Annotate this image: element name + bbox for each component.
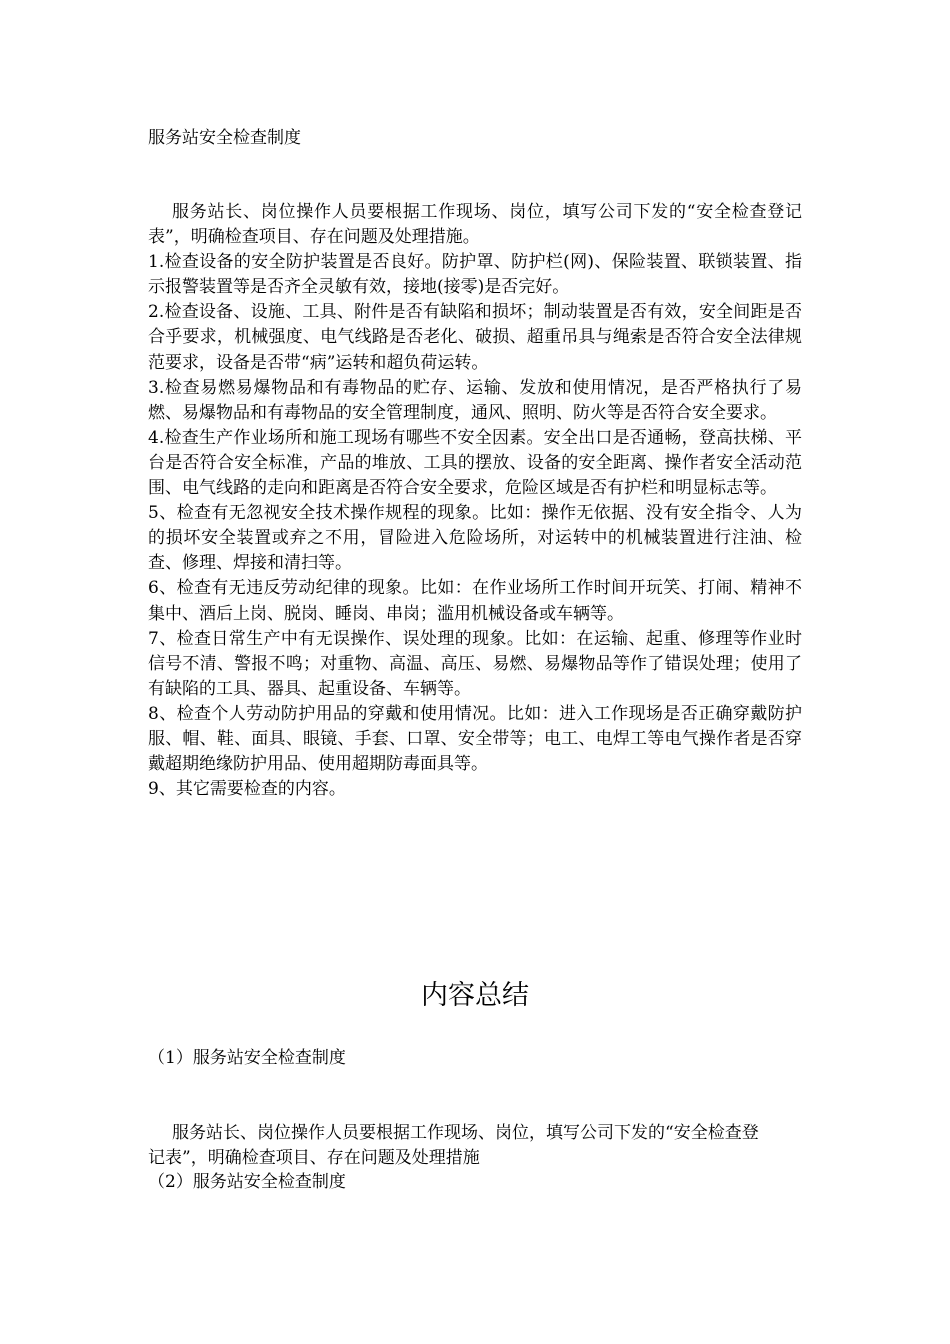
summary-item-1: （1）服务站安全检查制度 — [148, 1048, 346, 1068]
check-item-8: 8、检查个人劳动防护用品的穿戴和使用情况。比如：进入工作现场是否正确穿戴防护服、帽、鞋、面具、眼镜、手套、口罩、安全带等；电工、电焊工等电气操作者是否穿戴超期绝缘防护用品、使用超期防毒面具等。 — [148, 703, 802, 775]
summary-item-2: （2）服务站安全检查制度 — [148, 1172, 346, 1192]
document-title: 服务站安全检查制度 — [148, 128, 301, 148]
check-item-5: 5、检查有无忽视安全技术操作规程的现象。比如：操作无依据、没有安全指令、人为的损坏安全装置或弃之不用，冒险进入危险场所，对运转中的机械装置进行注油、检查、修理、焊接和清扫等。 — [148, 503, 802, 574]
check-item-4: 4.检查生产作业场所和施工现场有哪些不安全因素。安全出口是否通畅，登高扶梯、平台是否符合安全标准，产品的堆放、工具的摆放、设备的安全距离、操作者安全活动范围、电气线路的走向和距离是否符合安全要求，危险区域是否有护栏和明显标志等。 — [148, 427, 802, 499]
check-item-1: 1.检查设备的安全防护装置是否良好。防护罩、防护栏(网)、保险装置、联锁装置、指示报警装置等是否齐全灵敏有效，接地(接零)是否完好。 — [148, 252, 802, 298]
check-item-9: 9、其它需要检查的内容。 — [148, 779, 346, 800]
check-item-6: 6、检查有无违反劳动纪律的现象。比如：在作业场所工作时间开玩笑、打闹、精神不集中、酒后上岗、脱岗、睡岗、串岗；滥用机械设备或车辆等。 — [148, 578, 802, 624]
check-item-7: 7、检查日常生产中有无误操作、误处理的现象。比如：在运输、起重、修理等作业时信号不清、警报不鸣；对重物、高温、高压、易燃、易爆物品等作了错误处理；使用了有缺陷的工具、器具、起重设备、车辆等。 — [148, 628, 802, 699]
intro-paragraph: 服务站长、岗位操作人员要根据工作现场、岗位，填写公司下发的“安全检查登记表”，明确检查项目、存在问题及处理措施。 — [148, 202, 802, 248]
document-body — [148, 200, 802, 802]
check-item-2: 2.检查设备、设施、工具、附件是否有缺陷和损坏；制动装置是否有效，安全间距是否合乎要求，机械强度、电气线路是否老化、破损、超重吊具与绳索是否符合安全法律规范要求，设备是否带“病”运转和超负荷运转。 — [148, 302, 802, 373]
summary-heading: 内容总结 — [421, 980, 529, 1011]
summary-text: 服务站长、岗位操作人员要根据工作现场、岗位，填写公司下发的“安全检查登记表”，明确检查项目、存在问题及处理措施 — [148, 1123, 759, 1168]
check-item-3: 3.检查易燃易爆物品和有毒物品的贮存、运输、发放和使用情况，是否严格执行了易燃、易爆物品和有毒物品的安全管理制度，通风、照明、防火等是否符合安全要求。 — [148, 377, 802, 423]
